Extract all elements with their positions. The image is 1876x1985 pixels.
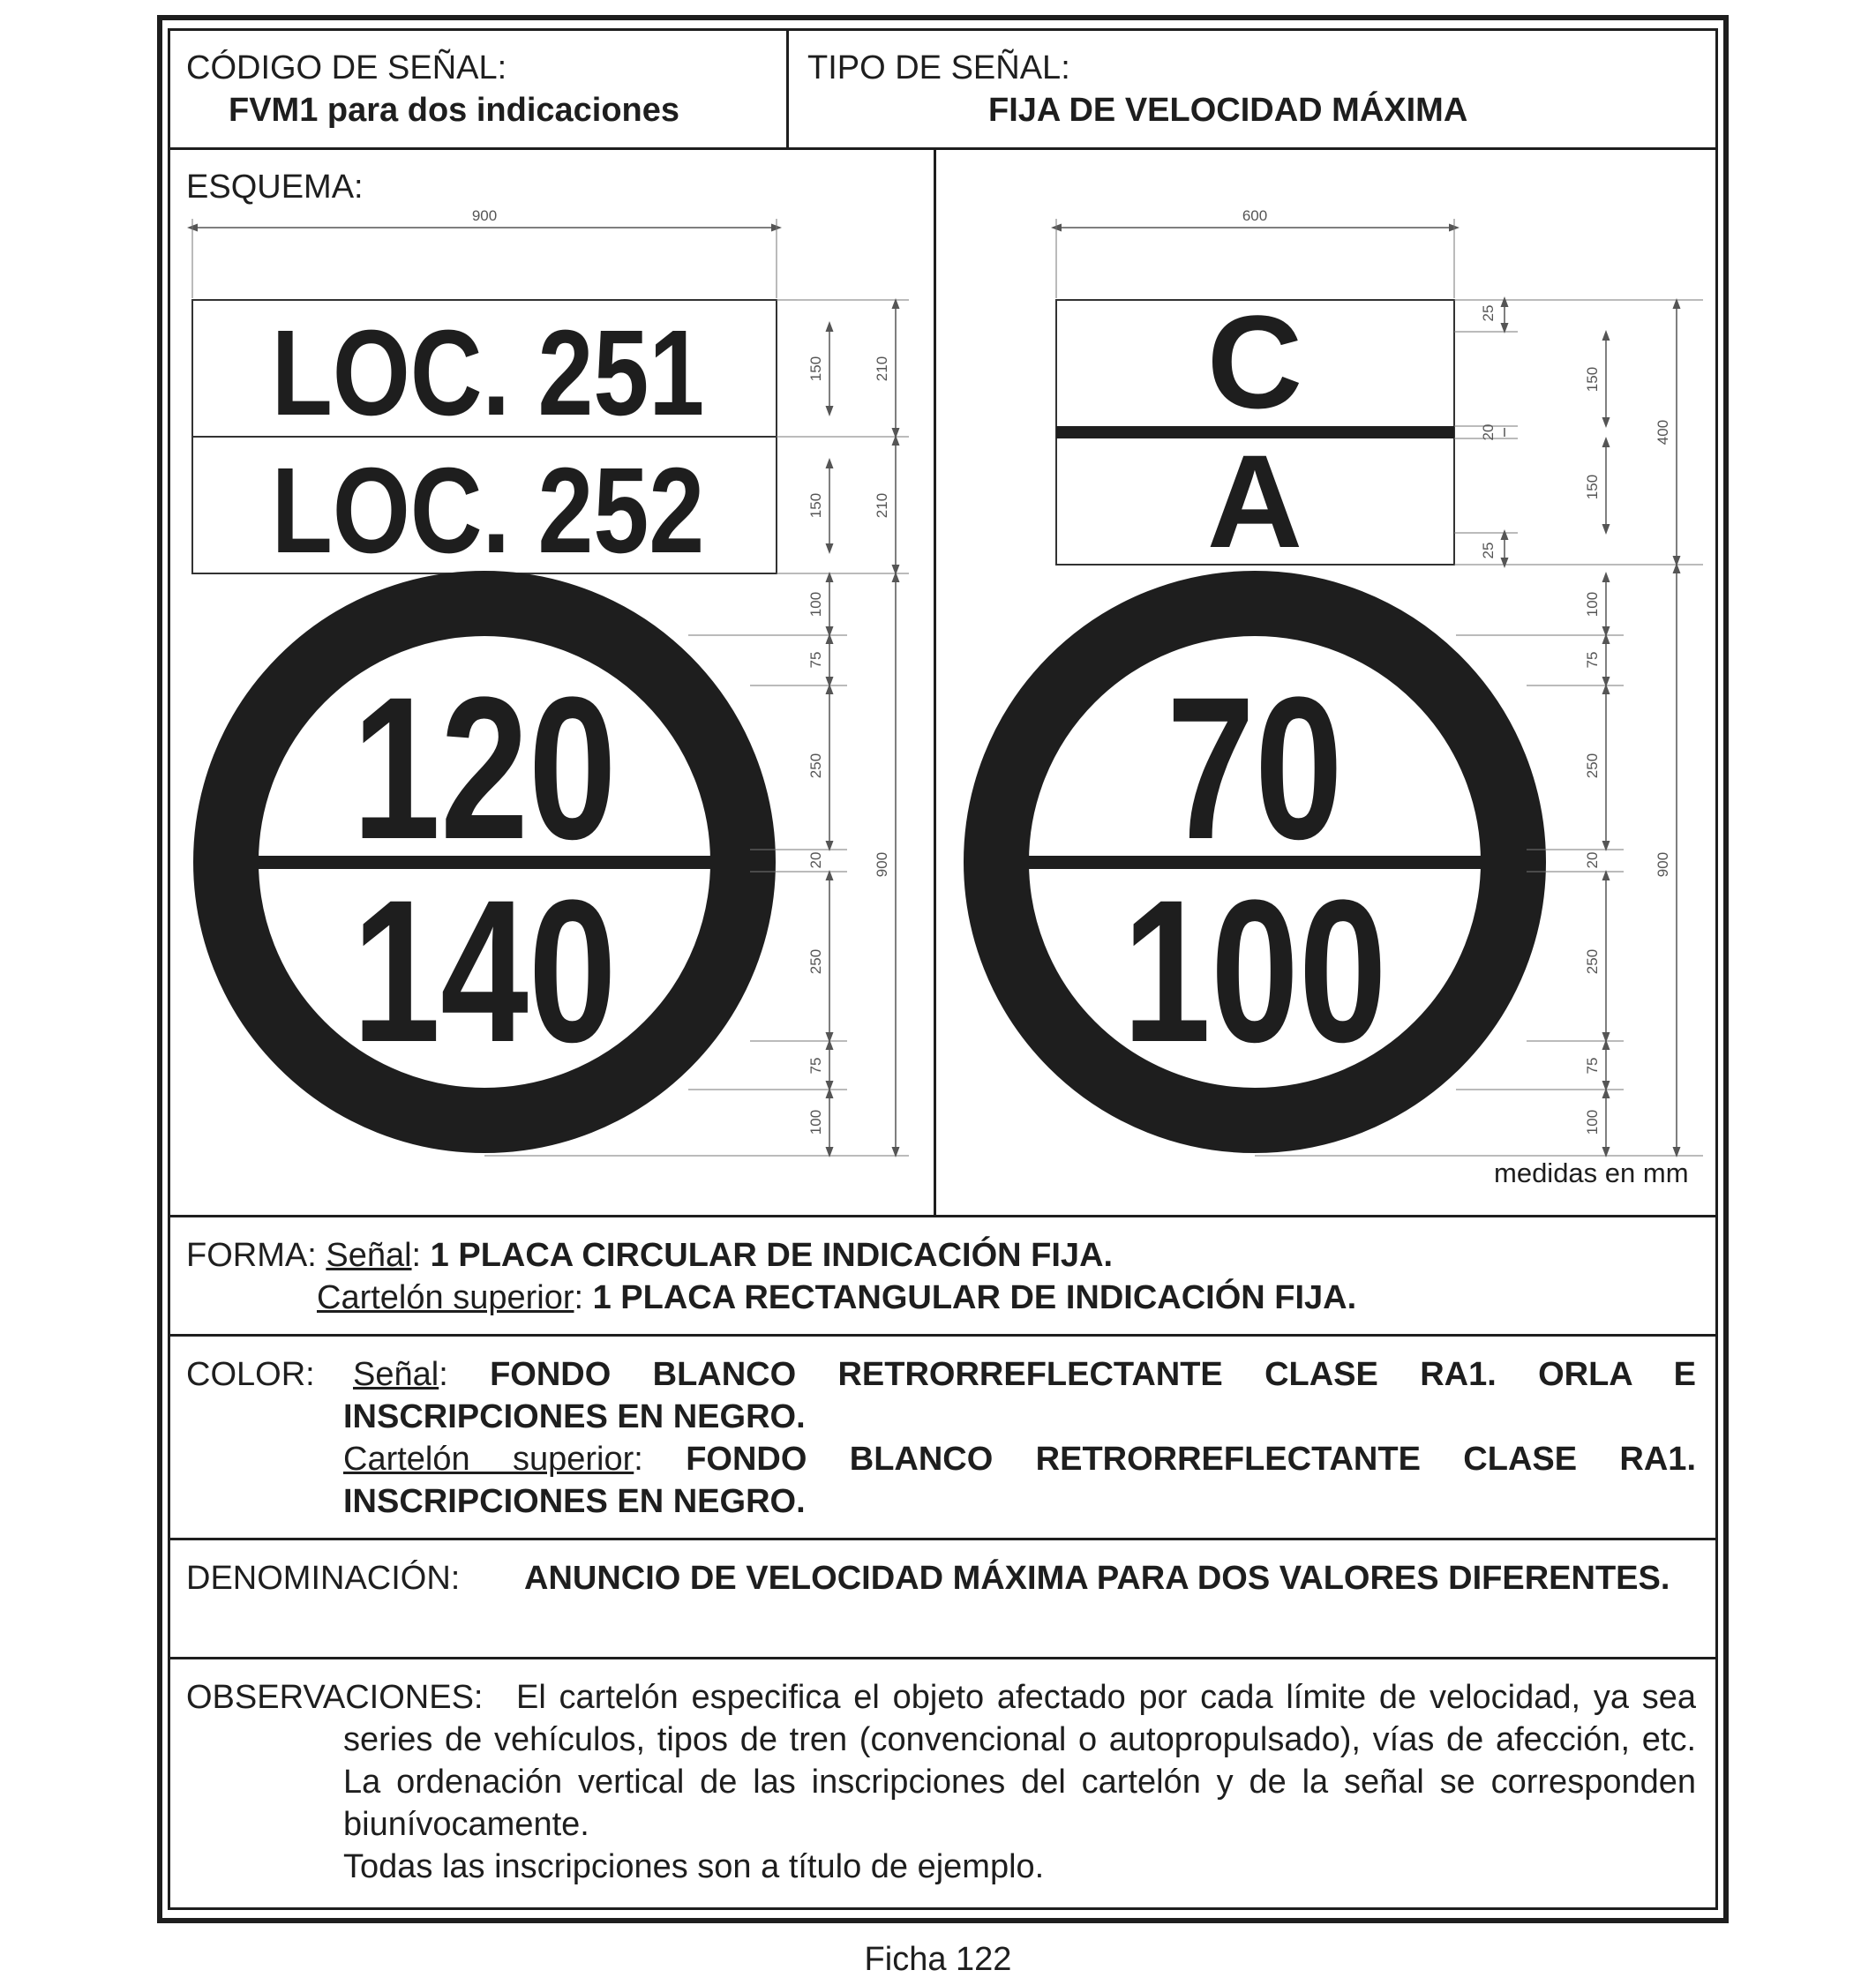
right-dim-100b: 100 [1584,1109,1601,1135]
denominacion-label: DENOMINACIÓN: [186,1560,461,1597]
forma-row-1: FORMA: Señal: 1 PLACA CIRCULAR DE INDICACIÓN FIJA. [186,1237,1114,1274]
right-dim-150b: 150 [1584,474,1601,500]
right-width-dim: 600 [1242,207,1268,224]
right-dim-20a: 20 [1480,423,1497,441]
page-footer: Ficha 122 [864,1941,1012,1978]
left-dim-210a: 210 [874,356,890,382]
left-width-dim: 900 [471,207,498,224]
observaciones-value-2: Todas las inscripciones son a título de ejemplo. [343,1848,1045,1885]
units-note: medidas en mm [1494,1157,1689,1188]
code-label: CÓDIGO DE SEÑAL: [186,49,507,86]
left-dim-plate1: 150 [807,356,824,382]
right-sign [996,207,1703,1156]
forma-senal-value: 1 PLACA CIRCULAR DE INDICACIÓN FIJA. [430,1237,1114,1274]
right-speed-top: 70 [1167,654,1343,882]
left-dim-75b: 75 [807,1057,824,1075]
left-speed-top: 120 [352,654,617,882]
left-dim-250b: 250 [807,948,824,975]
left-speed-bottom: 140 [352,857,617,1085]
color-cartel-block: Cartelón superior: FONDO BLANCO RETRORREFLECTANTE CLASE RA1. INSCRIPCIONES EN NEGRO. [343,1441,1697,1520]
type-label: TIPO DE SEÑAL: [807,49,1070,86]
left-dim-100b: 100 [807,1109,824,1135]
right-dim-25a: 25 [1480,304,1497,322]
forma-cartel-label: Cartelón superior [317,1279,574,1316]
type-value: FIJA DE VELOCIDAD MÁXIMA [988,92,1468,129]
forma-row-2: Cartelón superior: 1 PLACA RECTANGULAR DE INDICACIÓN FIJA. [317,1279,1357,1316]
right-dim-25b: 25 [1480,542,1497,559]
right-dim-diameter: 900 [1655,851,1671,878]
left-sign [192,207,909,1156]
schema-label: ESQUEMA: [186,169,364,206]
left-dim-75a: 75 [807,651,824,669]
right-speed-bottom: 100 [1122,857,1387,1085]
forma-senal-label: Señal [326,1237,412,1274]
code-value: FVM1 para dos indicaciones [229,92,680,129]
forma-label: FORMA: [186,1237,317,1274]
left-dim-plate2: 150 [807,492,824,519]
forma-cartel-value: 1 PLACA RECTANGULAR DE INDICACIÓN FIJA. [592,1279,1357,1316]
right-plate-bottom-text: A [1206,427,1303,575]
left-plate-top-text: LOC. 251 [271,304,705,441]
observaciones-label: OBSERVACIONES: [186,1679,484,1716]
left-dim-100a: 100 [807,591,824,618]
right-dim-250a: 250 [1584,753,1601,779]
color-cartel-value: FONDO BLANCO RETRORREFLECTANTE CLASE RA1. INSCRIPCIONES EN NEGRO. [343,1441,1697,1520]
left-dim-250a: 250 [807,753,824,779]
right-dim-150a: 150 [1584,366,1601,393]
right-dim-20b: 20 [1584,851,1601,869]
color-cartel-label: Cartelón superior [343,1441,634,1478]
color-senal-value: FONDO BLANCO RETRORREFLECTANTE CLASE RA1. ORLA E INSCRIPCIONES EN NEGRO. [343,1356,1697,1435]
color-label: COLOR: [186,1356,315,1393]
right-dim-250b: 250 [1584,948,1601,975]
right-plate-top-text: C [1206,288,1303,436]
left-dim-diameter: 900 [874,851,890,878]
color-senal-block: Señal: FONDO BLANCO RETRORREFLECTANTE CLASE RA1. ORLA E INSCRIPCIONES EN NEGRO. [343,1356,1697,1435]
left-dim-20: 20 [807,851,824,869]
left-plate-bottom-text: LOC. 252 [271,442,705,579]
right-dim-400: 400 [1655,419,1671,446]
color-senal-label: Señal [353,1356,439,1393]
left-dim-210b: 210 [874,492,890,519]
denominacion-value: ANUNCIO DE VELOCIDAD MÁXIMA PARA DOS VALORES DIFERENTES. [524,1560,1670,1597]
right-dim-100a: 100 [1584,591,1601,618]
observaciones-value: El cartelón especifica el objeto afectado por cada límite de velocidad, ya sea series de vehículos, tipos de tren (convencional o autopropulsado), vías de afección, etc. La ordenación vertical de las inscripciones del cartelón y de la señal se corresponden biunívocamente. [343,1679,1696,1843]
right-dim-75b: 75 [1584,1057,1601,1075]
right-dim-75a: 75 [1584,651,1601,669]
